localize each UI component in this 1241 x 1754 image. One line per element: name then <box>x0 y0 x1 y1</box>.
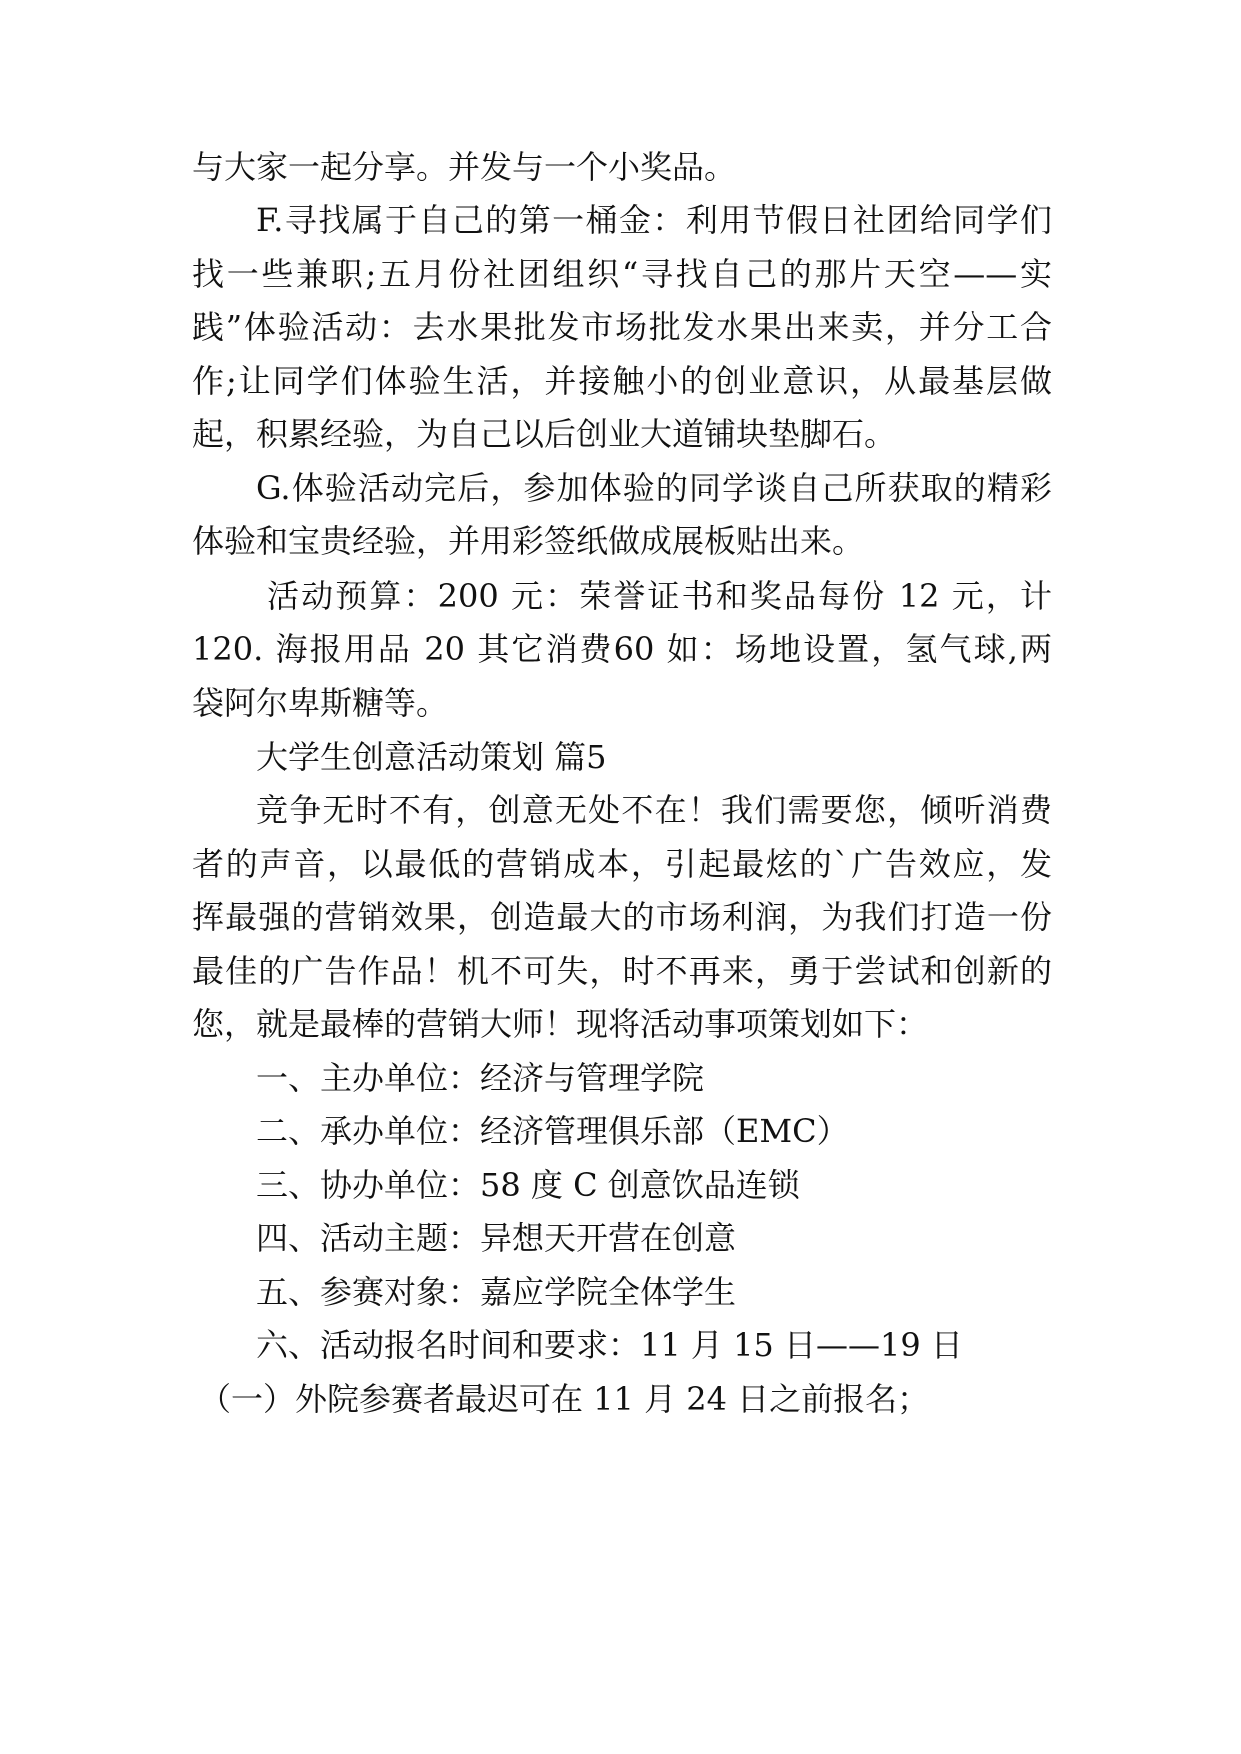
text-line: G.体验活动完后，参加体验的同学谈自己所获取的精彩 <box>256 469 1052 507</box>
text-line: 找一些兼职;五月份社团组织“寻找自己的那片天空——实 <box>192 255 1052 293</box>
text-line: 活动预算：200 元：荣誉证书和奖品每份 12 元，计 <box>267 577 1052 615</box>
text-line: 最佳的广告作品！机不可失，时不再来，勇于尝试和创新的 <box>192 952 1052 990</box>
list-item: 四、活动主题：异想天开营在创意 <box>256 1219 737 1257</box>
text-line: 您，就是最棒的营销大师！现将活动事项策划如下： <box>192 1005 929 1043</box>
text-line: 起，积累经验，为自己以后创业大道铺块垫脚石。 <box>192 415 897 453</box>
list-item: 一、主办单位：经济与管理学院 <box>256 1059 705 1097</box>
list-item: （一）外院参赛者最迟可在 11 月 24 日之前报名； <box>199 1380 930 1418</box>
list-item: 五、参赛对象：嘉应学院全体学生 <box>256 1273 737 1311</box>
text-line: 践”体验活动：去水果批发市场批发水果出来卖，并分工合 <box>192 308 1052 346</box>
text-line: 袋阿尔卑斯糖等。 <box>192 684 449 722</box>
text-line: 作;让同学们体验生活，并接触小的创业意识，从最基层做 <box>192 362 1052 400</box>
list-item: 二、承办单位：经济管理俱乐部（EMC） <box>256 1112 849 1150</box>
text-line: 与大家一起分享。并发与一个小奖品。 <box>192 148 737 186</box>
text-line: 120. 海报用品 20 其它消费60 如：场地设置，氢气球,两 <box>192 630 1052 668</box>
text-line: 体验和宝贵经验，并用彩签纸做成展板贴出来。 <box>192 522 865 560</box>
text-line: 竞争无时不有，创意无处不在！我们需要您，倾听消费 <box>256 791 1052 829</box>
text-line: F.寻找属于自己的第一桶金：利用节假日社团给同学们 <box>256 201 1052 239</box>
text-line: 者的声音，以最低的营销成本，引起最炫的`广告效应，发 <box>192 845 1052 883</box>
section-heading: 大学生创意活动策划 篇5 <box>256 738 607 776</box>
list-item: 三、协办单位：58 度 C 创意饮品连锁 <box>256 1166 800 1204</box>
text-line: 挥最强的营销效果，创造最大的市场利润，为我们打造一份 <box>192 898 1052 936</box>
list-item: 六、活动报名时间和要求：11 月 15 日——19 日 <box>256 1326 963 1364</box>
